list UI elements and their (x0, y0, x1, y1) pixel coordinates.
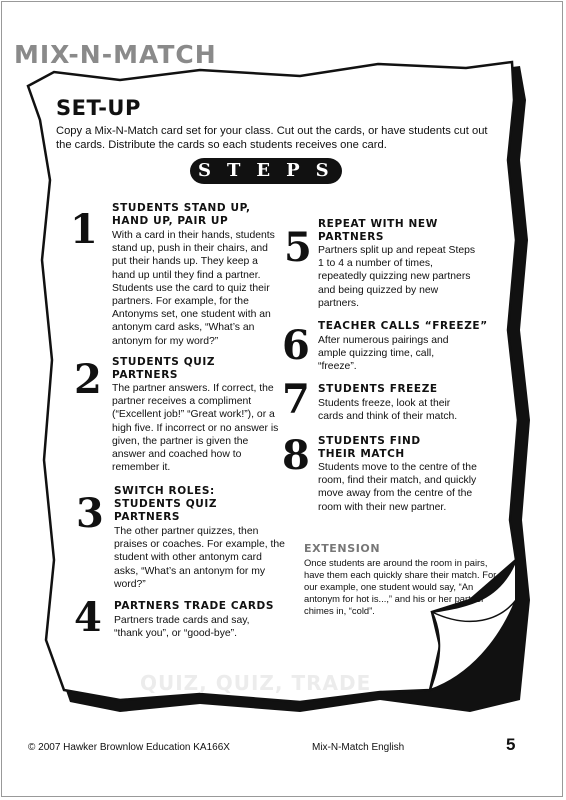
step-heading: SWITCH ROLES: STUDENTS QUIZ PARTNERS (114, 485, 218, 523)
step-heading: PARTNERS TRADE CARDS (114, 600, 275, 612)
step-heading: STUDENTS FIND THEIR MATCH (318, 435, 421, 460)
step-body: The other partner quizzes, then praises or coaches. For example, the student with other antonym card asks, “What’s an antonym for my word?” (114, 526, 285, 590)
footer-book-title: Mix-N-Match English (312, 742, 405, 753)
watermark-text: QUIZ, QUIZ, TRADE (140, 671, 372, 695)
step-heading: STUDENTS STAND UP, HAND UP, PAIR UP (112, 202, 251, 227)
extension-heading: EXTENSION (304, 542, 381, 555)
step-heading: TEACHER CALLS “FREEZE” (318, 320, 488, 332)
step-number: 3 (76, 490, 104, 537)
step-heading: STUDENTS FREEZE (318, 383, 438, 395)
step-body: Partners trade cards and say, “thank you”, or “good-bye”. (114, 615, 250, 640)
step-number: 1 (70, 206, 98, 253)
step-number: 2 (74, 356, 102, 403)
step-body: Students move to the centre of the room, find their match, and quickly move away from the centre of the room with their new partner. (318, 462, 477, 513)
step-body: Partners split up and repeat Steps 1 to 4 a number of times, repeatedly quizzing new partners and being quizzed by new partners. (318, 245, 476, 309)
step-body: With a card in their hands, students stand up, push in their chairs, and put their hands up. They keep a hand up until they find a partner. Students use the card to quiz their partners. For example, for the Antonyms set, one student with an antonym card asks, “What’s an antonym for my word?” (112, 230, 275, 347)
step-number: 4 (74, 594, 102, 641)
step-heading: REPEAT WITH NEW PARTNERS (318, 218, 438, 243)
setup-heading: SET-UP (56, 96, 141, 120)
step-number: 8 (282, 432, 310, 479)
page-title: MIX-N-MATCH (14, 40, 217, 69)
step-heading: STUDENTS QUIZ PARTNERS (112, 356, 216, 381)
footer-copyright: © 2007 Hawker Brownlow Education KA166X (28, 742, 230, 753)
step-number: 6 (282, 322, 310, 369)
page-number: 5 (506, 735, 516, 754)
step-body: The partner answers. If correct, the partner receives a compliment (“Excellent job!” “Great work!”), or a high five. If incorrect or no answer is given, the partner is given the answer and coached how to remember it. (112, 383, 279, 474)
step-number: 7 (282, 376, 310, 423)
step-body: Students freeze, look at their cards and think of their match. (318, 398, 458, 423)
extension-text: Once students are around the room in pairs, have them each quickly share their match. For our example, one student would say, “An antonym for hot is...,” and his or her partner chimes in, “cold”. (304, 557, 497, 616)
setup-text: Copy a Mix-N-Match card set for your class. Cut out the cards, or have students cut out the cards. Distribute the cards so each students receives one card. (56, 125, 488, 151)
step-body: After numerous pairings and ample quizzing time, call, “freeze”. (318, 335, 449, 373)
step-number: 5 (284, 224, 312, 271)
steps-banner: STEPS (190, 158, 342, 184)
